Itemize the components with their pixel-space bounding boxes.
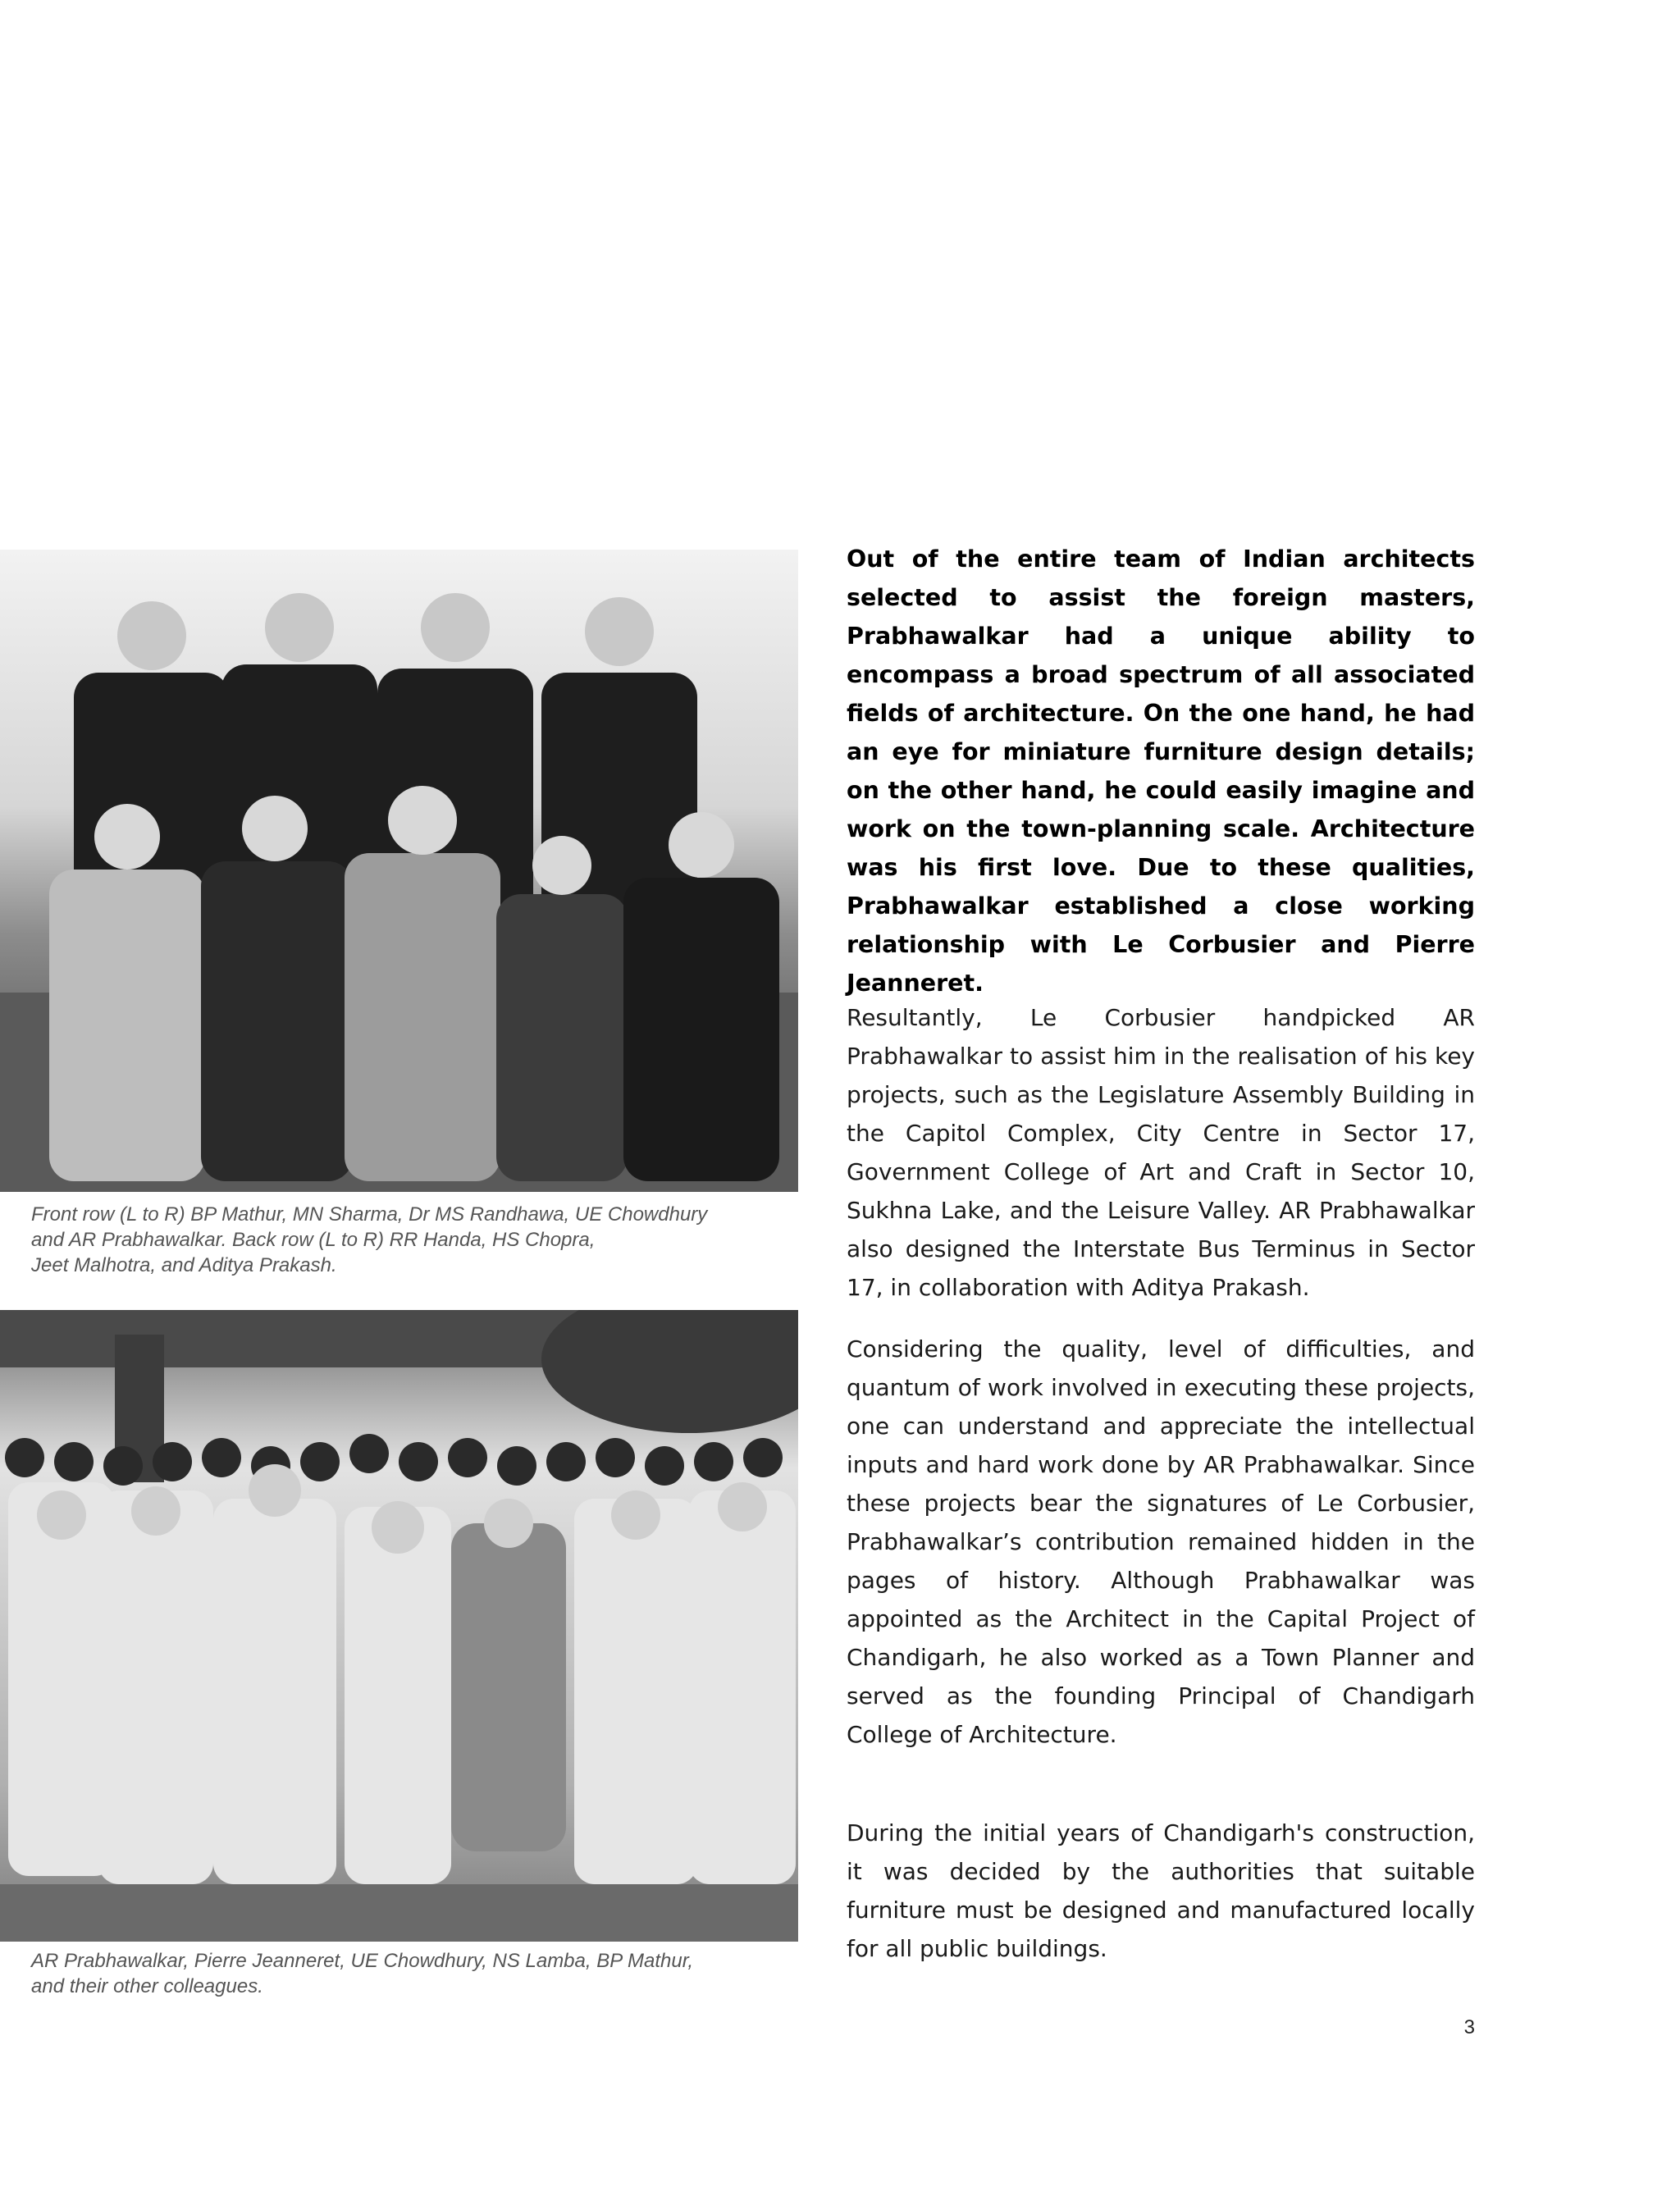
caption-line: Front row (L to R) BP Mathur, MN Sharma, Dr MS Randhawa, UE Chowdhury: [31, 1203, 708, 1226]
page-number: 3: [1463, 2016, 1475, 2038]
body-paragraph-3: During the initial years of Chandigarh's construction, it was decided by the authorities that suitable furniture must be designed and manufactured locally for all public buildings.: [847, 1819, 1475, 1962]
caption-line: and AR Prabhawalkar. Back row (L to R) RR Handa, HS Chopra,: [31, 1229, 596, 1251]
group-photo-illustration: [0, 550, 798, 1192]
photo-caption-1: [31, 1202, 802, 1278]
photo-caption-2: [31, 1948, 802, 1999]
body-paragraph-2: Considering the quality, level of difficulties, and quantum of work involved in executing these projects, one can understand and appreciate the intellectual inputs and hard work done by AR Prabhawalkar. Since these projects bear the signatures of Le Corbusier, Prabhawalkar’s contribution remained hidden in the pages of history. Although Prabhawalkar was appointed as the Architect in the Capital Project of Chandigarh, he also worked as a Town Planner and served as the founding Principal of Chandigarh College of Architecture.: [847, 1335, 1475, 1748]
colleagues-photo-illustration: [0, 1310, 798, 1942]
caption-line: Jeet Malhotra, and Aditya Prakash.: [31, 1254, 337, 1276]
caption-line: AR Prabhawalkar, Pierre Jeanneret, UE Chowdhury, NS Lamba, BP Mathur,: [31, 1950, 694, 1972]
group-photo-colleagues: [0, 1310, 798, 1942]
group-photo-architects: [0, 550, 798, 1192]
intro-paragraph: Out of the entire team of Indian architects selected to assist the foreign masters, Prabhawalkar had a unique ability to encompass a broad spectrum of all associated fields of architecture. On the one hand, he had an eye for miniature furniture design details; on the other hand, he could easily imagine and work on the town-planning scale. Architecture was his first love. Due to these qualities, Prabhawalkar established a close working relationship with Le Corbusier and Pierre Jeanneret.: [847, 545, 1475, 997]
body-paragraph-1: Resultantly, Le Corbusier handpicked AR Prabhawalkar to assist him in the realisation of his key projects, such as the Legislature Assembly Building in the Capitol Complex, City Centre in Sector 17, Government College of Art and Craft in Sector 10, Sukhna Lake, and the Leisure Valley. AR Prabhawalkar also designed the Interstate Bus Terminus in Sector 17, in collaboration with Aditya Prakash.: [847, 1004, 1475, 1301]
caption-line: and their other colleagues.: [31, 1975, 263, 1997]
